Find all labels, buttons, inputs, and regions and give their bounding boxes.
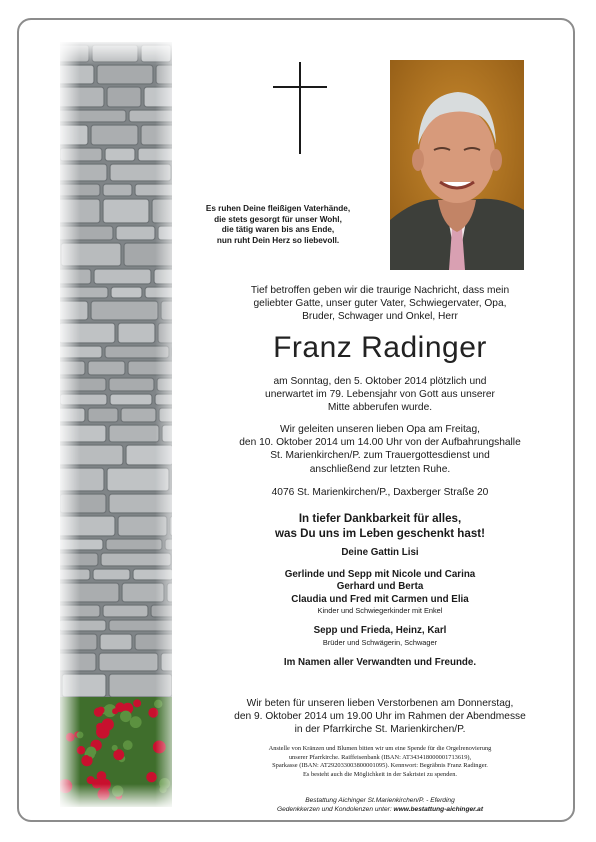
mass-details [185,697,575,737]
donation-line: unserer Pfarrkirche. Raiffeisenbank (IBAN: AT343418000001713619), [288,753,472,761]
cross-icon [273,62,327,154]
children-caption: Kinder und Schwiegerkinder mit Enkel [317,606,443,615]
death-line: Mitte abberufen wurde. [327,402,433,414]
death-notice [185,375,575,415]
condolence-line [185,805,575,814]
wife-name: Deine Gattin Lisi [341,547,419,558]
donation-note [185,745,575,779]
mass-line: in der Pfarrkirche St. Marienkirchen/P. [294,724,466,736]
funeral-line: St. Marienkirchen/P. zum Trauergottesdienst und [270,450,490,462]
children-line: Gerhard und Berta [336,581,424,593]
funeral-company: Bestattung Aichinger St.Marienkirchen/P. - Eferding [305,797,455,804]
funeral-details [185,423,575,476]
children-line: Claudia und Fred mit Carmen und Elia [291,593,469,605]
funeral-line: Wir geleiten unseren lieben Opa am Freitag, [280,424,480,435]
verse-line: die stets gesorgt für unser Wohl, [214,214,342,224]
stone-wall-image [60,42,172,807]
verse-line: Es ruhen Deine fleißigen Vaterhände, [205,204,351,213]
announcement-text [185,284,575,324]
death-line: unerwartet im 79. Lebensjahr von Gott aus unserer [265,389,495,401]
verse-line: nun ruht Dein Herz so liebevoll. [216,235,340,245]
verse-line: die tätig waren bis ans Ende, [221,225,335,235]
funeral-line: anschließend zur letzten Ruhe. [309,463,451,475]
deceased-name: Franz Radinger [273,331,487,364]
gratitude-text [185,512,575,542]
donation-line: Es besteht auch die Möglichkeit in der Sakristei zu spenden. [302,770,458,778]
funeral-line: den 10. Oktober 2014 um 14.00 Uhr von der Aufbahrungshalle [239,437,521,449]
announcement-line: Tief betroffen geben wir die traurige Nachricht, dass mein [250,285,510,296]
siblings-caption: Brüder und Schwägerin, Schwager [322,638,438,647]
mass-line: Wir beten für unseren lieben Verstorbenen am Donnerstag, [246,698,514,709]
children-names [185,569,575,606]
announcement-line: Bruder, Schwager und Onkel, Herr [302,311,458,323]
memorial-verse [192,204,364,246]
family-address: 4076 St. Marienkirchen/P., Daxberger Straße 20 [271,487,489,498]
donation-line: Sparkasse (IBAN: AT292033003800001095). Kennwort: Begräbnis Franz Radinger. [272,762,488,770]
gratitude-line: In tiefer Dankbarkeit für alles, [298,512,462,525]
death-line: am Sonntag, den 5. Oktober 2014 plötzlich und [273,376,487,387]
website-link[interactable]: www.bestattung-aichinger.at [393,806,484,813]
mass-line: den 9. Oktober 2014 um 19.00 Uhr im Rahmen der Abendmesse [234,711,526,723]
children-line: Gerlinde und Sepp mit Nicole und Carina [284,569,476,580]
portrait-photo [390,60,524,270]
siblings-names: Sepp und Frieda, Heinz, Karl [313,625,447,636]
gratitude-line: was Du uns im Leben geschenkt hast! [274,526,486,540]
announcement-line: geliebter Gatte, unser guter Vater, Schwiegervater, Opa, [253,298,507,310]
donation-line: Anstelle von Kränzen und Blumen bitten wir um eine Spende für die Orgelrenovierung [268,745,492,752]
relatives-text: Im Namen aller Verwandten und Freunde. [283,657,477,668]
condolence-prefix: Gedenkkerzen und Kondolenzen unter: [276,806,392,813]
footer [185,796,575,814]
